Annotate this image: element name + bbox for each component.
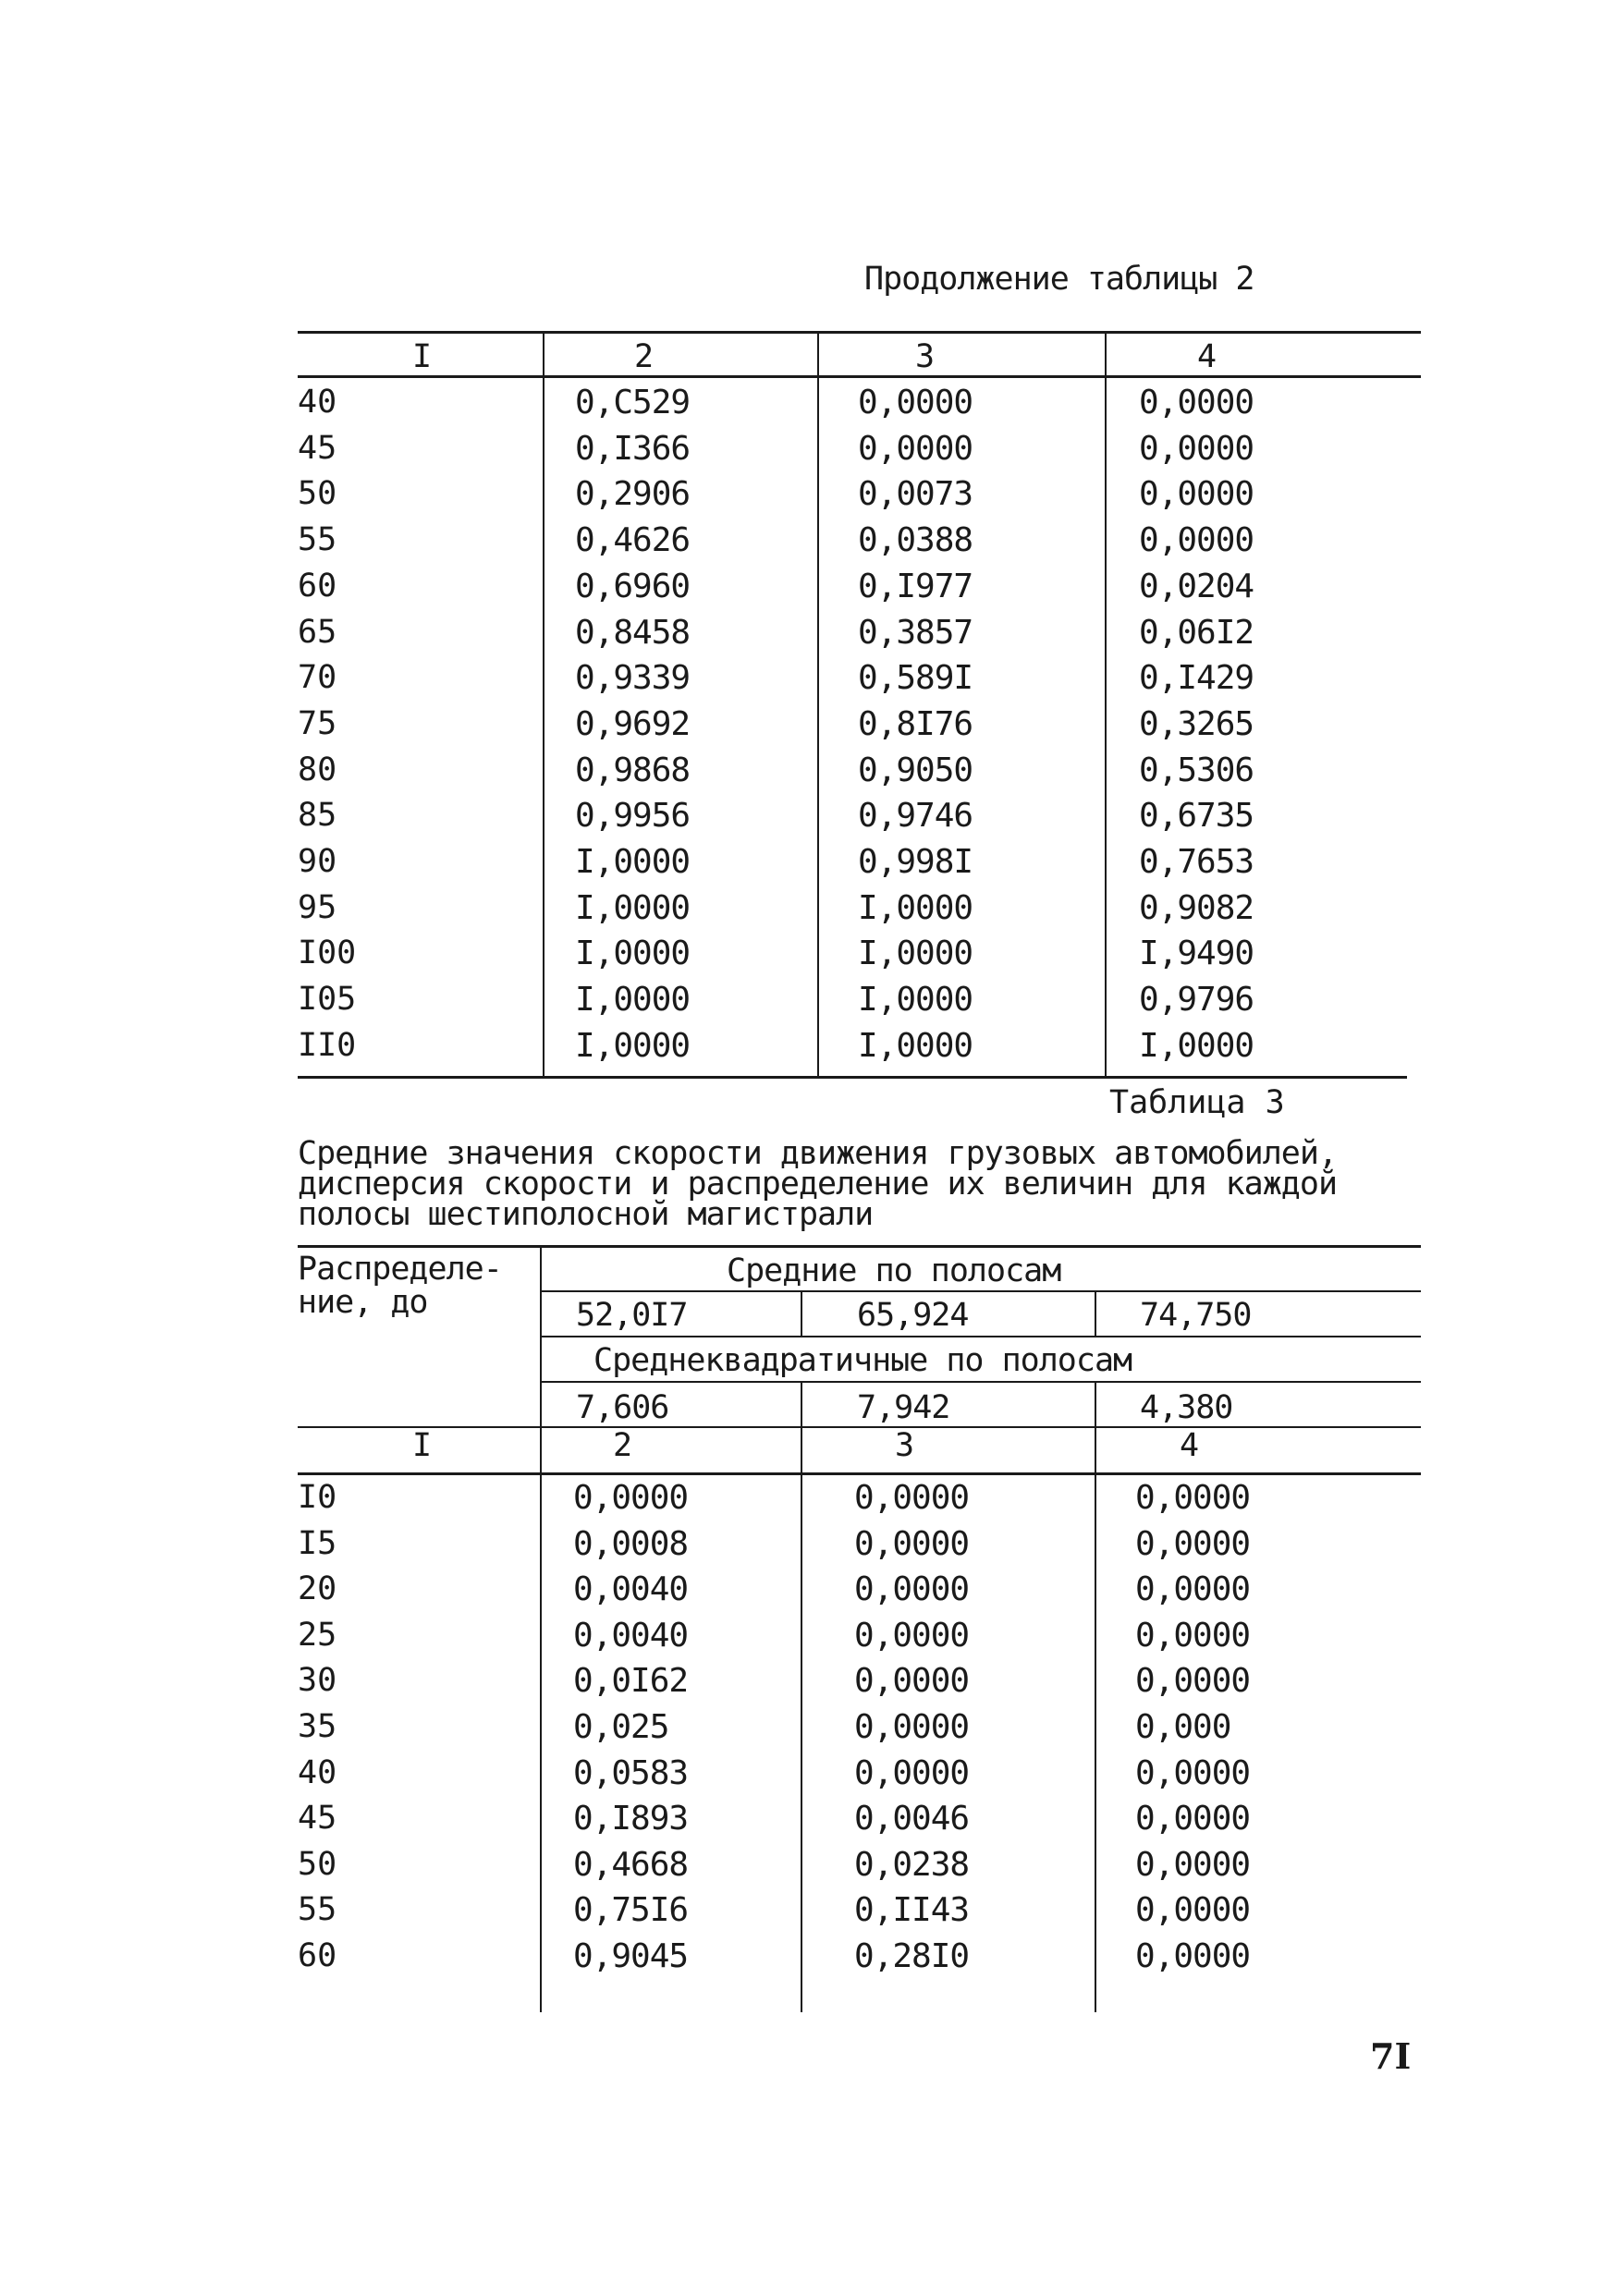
table-cell: 0,5306 bbox=[1139, 751, 1254, 789]
table-cell: 0,28I0 bbox=[854, 1937, 970, 1975]
row-label: 90 bbox=[298, 843, 337, 880]
table-cell: 0,I893 bbox=[573, 1800, 689, 1838]
table-cell: I,0000 bbox=[575, 981, 691, 1020]
table-cell: I,0000 bbox=[1139, 1026, 1254, 1065]
table-column-divider bbox=[801, 1381, 802, 2012]
table-cell: 0,8I76 bbox=[858, 704, 973, 743]
table-cell: 0,0000 bbox=[858, 384, 973, 421]
table-cell: 0,0000 bbox=[1135, 1616, 1251, 1655]
table-title bbox=[298, 1135, 1338, 1233]
mean-value: 74,750 bbox=[1140, 1297, 1252, 1334]
table-cell: 0,9045 bbox=[573, 1937, 689, 1975]
table-cell: I,0000 bbox=[858, 981, 973, 1020]
table-cell: 0,0000 bbox=[573, 1479, 689, 1517]
table-column-divider bbox=[1095, 1290, 1096, 1336]
table-cell: 0,0204 bbox=[1139, 567, 1254, 605]
row-label: 40 bbox=[298, 1753, 337, 1791]
table-cell: 0,0046 bbox=[854, 1800, 970, 1838]
row-label: II0 bbox=[298, 1026, 357, 1064]
table-cell: 0,7653 bbox=[1139, 843, 1254, 881]
table-cell: 0,589I bbox=[858, 659, 973, 698]
header-rule bbox=[540, 1381, 1421, 1383]
table-cell: 0,6735 bbox=[1139, 797, 1254, 836]
table-cell: 0,0000 bbox=[1139, 521, 1254, 560]
table-cell: 0,0000 bbox=[1135, 1937, 1251, 1975]
table-cell: 0,0040 bbox=[573, 1616, 689, 1655]
table-column-divider bbox=[1095, 1381, 1096, 2012]
table-cell: I,0000 bbox=[575, 934, 691, 973]
table-cell: 0,0000 bbox=[1135, 1753, 1251, 1792]
table-cell: 0,0238 bbox=[854, 1845, 970, 1884]
row-label: 30 bbox=[298, 1662, 337, 1700]
table-cell: 0,06I2 bbox=[1139, 613, 1254, 652]
column-number: I bbox=[412, 1427, 432, 1464]
table-cell: 0,0000 bbox=[1135, 1845, 1251, 1884]
table-cell: I,0000 bbox=[858, 888, 973, 927]
table-cell: 0,0000 bbox=[854, 1662, 970, 1701]
column-number: 2 bbox=[613, 1427, 632, 1464]
table-cell: 0,II43 bbox=[854, 1891, 970, 1930]
table-cell: 0,9868 bbox=[575, 751, 691, 789]
table-cell: 0,0000 bbox=[854, 1708, 970, 1746]
table-cell: 0,0040 bbox=[573, 1570, 689, 1609]
table-cell: 0,I429 bbox=[1139, 659, 1254, 698]
header-rule bbox=[298, 1426, 1421, 1428]
table-cell: 0,0000 bbox=[1139, 384, 1254, 421]
table-cell: 0,I366 bbox=[575, 429, 691, 468]
column-number: 3 bbox=[895, 1427, 914, 1464]
row-label: 35 bbox=[298, 1708, 337, 1745]
table-cell: 0,000 bbox=[1135, 1708, 1231, 1746]
column-header: I bbox=[412, 338, 433, 375]
column-number: 4 bbox=[1180, 1427, 1199, 1464]
table-cell: 0,0I62 bbox=[573, 1662, 689, 1701]
row-label: 65 bbox=[298, 613, 337, 651]
mean-value: 52,0I7 bbox=[576, 1297, 688, 1334]
table-bottom-rule bbox=[298, 1076, 1407, 1079]
table-cell: 0,0000 bbox=[854, 1616, 970, 1655]
table-cell: 0,0000 bbox=[1135, 1800, 1251, 1838]
row-label: 45 bbox=[298, 1800, 337, 1838]
table-column-divider bbox=[540, 1245, 542, 2012]
table-cell: 0,0000 bbox=[854, 1479, 970, 1517]
table-caption: Продолжение таблицы 2 bbox=[864, 261, 1254, 298]
table-cell: 0,025 bbox=[573, 1708, 669, 1746]
row-label: 25 bbox=[298, 1616, 337, 1654]
table-column-divider bbox=[1105, 331, 1107, 1076]
table-cell: 0,0000 bbox=[854, 1524, 970, 1563]
table-cell: 0,С529 bbox=[575, 384, 691, 421]
table-cell: 0,9796 bbox=[1139, 981, 1254, 1020]
table-cell: 0,9692 bbox=[575, 704, 691, 743]
table-cell: 0,9082 bbox=[1139, 888, 1254, 927]
table-cell: I,0000 bbox=[575, 888, 691, 927]
row-label: 95 bbox=[298, 888, 337, 926]
table-cell: 0,8458 bbox=[575, 613, 691, 652]
column-header: 4 bbox=[1197, 338, 1217, 375]
rms-value: 7,606 bbox=[576, 1389, 669, 1426]
table-cell: 0,3857 bbox=[858, 613, 973, 652]
row-label: 55 bbox=[298, 1891, 337, 1929]
title-line: полосы шестиполосной магистрали bbox=[298, 1196, 874, 1233]
table-cell: 0,0583 bbox=[573, 1753, 689, 1792]
table-cell: 0,4626 bbox=[575, 521, 691, 560]
table-cell: 0,0000 bbox=[1135, 1891, 1251, 1930]
table-cell: 0,0000 bbox=[1135, 1570, 1251, 1609]
row-label: 80 bbox=[298, 751, 337, 788]
table-cell: 0,9050 bbox=[858, 751, 973, 789]
table-cell: 0,9339 bbox=[575, 659, 691, 698]
mean-value: 65,924 bbox=[857, 1297, 969, 1334]
table-cell: 0,75I6 bbox=[573, 1891, 689, 1930]
table-column-divider bbox=[817, 331, 819, 1076]
rms-label: Среднеквадратичные по полосам bbox=[593, 1342, 1132, 1379]
table-column-divider bbox=[543, 331, 544, 1076]
title-line: дисперсия скорости и распределение их величин для каждой bbox=[298, 1166, 1338, 1203]
table-column-divider bbox=[801, 1290, 802, 1336]
table-cell: 0,0000 bbox=[854, 1753, 970, 1792]
table-cell: 0,0000 bbox=[1139, 475, 1254, 514]
row-label: 50 bbox=[298, 1845, 337, 1883]
table-header-rule bbox=[298, 375, 1421, 378]
row-label: 55 bbox=[298, 521, 337, 559]
table-top-rule bbox=[298, 1245, 1421, 1248]
table-cell: 0,I977 bbox=[858, 567, 973, 605]
table-cell: I,0000 bbox=[575, 843, 691, 881]
rms-value: 7,942 bbox=[857, 1389, 950, 1426]
row-label: 60 bbox=[298, 1937, 337, 1974]
table-cell: 0,2906 bbox=[575, 475, 691, 514]
column-header: 2 bbox=[634, 338, 655, 375]
table-cell: 0,0000 bbox=[1139, 429, 1254, 468]
row-header-line: Распределе- bbox=[298, 1251, 502, 1288]
row-label: 85 bbox=[298, 797, 337, 835]
table-cell: 0,0073 bbox=[858, 475, 973, 514]
column-header: 3 bbox=[915, 338, 936, 375]
rms-value: 4,380 bbox=[1140, 1389, 1233, 1426]
table-cell: 0,0000 bbox=[1135, 1479, 1251, 1517]
table-cell: 0,0388 bbox=[858, 521, 973, 560]
table-cell: 0,3265 bbox=[1139, 704, 1254, 743]
table-caption: Таблица 3 bbox=[1109, 1084, 1285, 1121]
table-cell: 0,4668 bbox=[573, 1845, 689, 1884]
row-label: I5 bbox=[298, 1524, 337, 1562]
row-label: 50 bbox=[298, 475, 337, 513]
header-rule bbox=[540, 1290, 1421, 1292]
row-label: 40 bbox=[298, 384, 337, 421]
table-cell: 0,0000 bbox=[1135, 1662, 1251, 1701]
row-header-line: ние, до bbox=[298, 1284, 428, 1321]
table-cell: 0,0000 bbox=[854, 1570, 970, 1609]
table-cell: 0,6960 bbox=[575, 567, 691, 605]
row-label: 75 bbox=[298, 704, 337, 742]
table-cell: I,9490 bbox=[1139, 934, 1254, 973]
table-cell: 0,0000 bbox=[1135, 1524, 1251, 1563]
row-label: 70 bbox=[298, 659, 337, 697]
row-label: I00 bbox=[298, 934, 357, 972]
table-cell: I,0000 bbox=[858, 934, 973, 973]
table-cell: 0,0008 bbox=[573, 1524, 689, 1563]
page-number: 7I bbox=[1370, 2035, 1412, 2077]
table-cell: I,0000 bbox=[858, 1026, 973, 1065]
table-header-rule bbox=[298, 1472, 1421, 1475]
row-label: I0 bbox=[298, 1479, 337, 1516]
table-cell: 0,0000 bbox=[858, 429, 973, 468]
means-label: Средние по полосам bbox=[727, 1252, 1061, 1289]
title-line: Средние значения скорости движения грузовых автомобилей, bbox=[298, 1135, 1338, 1172]
row-header bbox=[298, 1252, 502, 1319]
row-label: I05 bbox=[298, 981, 357, 1019]
row-label: 60 bbox=[298, 567, 337, 605]
table-cell: 0,9746 bbox=[858, 797, 973, 836]
table-cell: I,0000 bbox=[575, 1026, 691, 1065]
table-cell: 0,9956 bbox=[575, 797, 691, 836]
row-label: 20 bbox=[298, 1570, 337, 1608]
row-label: 45 bbox=[298, 429, 337, 467]
table-top-rule bbox=[298, 331, 1421, 334]
table-cell: 0,998I bbox=[858, 843, 973, 881]
header-rule bbox=[540, 1336, 1421, 1337]
